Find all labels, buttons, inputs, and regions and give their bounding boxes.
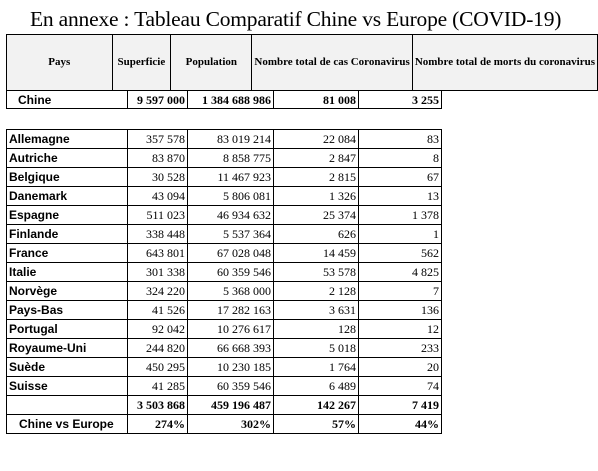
cases-cell: 53 578 <box>274 263 359 282</box>
europe-table <box>6 129 442 434</box>
superficie-cell: 338 448 <box>128 225 188 244</box>
country-name: Royaume-Uni <box>7 339 128 358</box>
deaths-cell: 8 <box>359 149 442 168</box>
deaths-cell: 13 <box>359 187 442 206</box>
country-name: Danemark <box>7 187 128 206</box>
population-cell: 5 368 000 <box>188 282 274 301</box>
country-name: Allemagne <box>7 130 128 149</box>
superficie-cell: 41 285 <box>128 377 188 396</box>
population-cell: 5 806 081 <box>188 187 274 206</box>
deaths-cell: 44% <box>359 415 442 434</box>
cases-cell: 25 374 <box>274 206 359 225</box>
country-name <box>7 396 128 415</box>
superficie-cell: 324 220 <box>128 282 188 301</box>
superficie-cell: 244 820 <box>128 339 188 358</box>
column-header-cases: Nombre total de cas Coronavirus <box>252 35 412 91</box>
country-name: Norvège <box>7 282 128 301</box>
cases-cell: 2 815 <box>274 168 359 187</box>
population-cell: 11 467 923 <box>188 168 274 187</box>
cases-cell: 5 018 <box>274 339 359 358</box>
country-name: Espagne <box>7 206 128 225</box>
population-cell: 60 359 546 <box>188 377 274 396</box>
country-name: Belgique <box>7 168 128 187</box>
population-cell: 8 858 775 <box>188 149 274 168</box>
deaths-cell: 136 <box>359 301 442 320</box>
cases-cell: 22 084 <box>274 130 359 149</box>
deaths-cell: 7 <box>359 282 442 301</box>
country-name: Finlande <box>7 225 128 244</box>
deaths-cell: 233 <box>359 339 442 358</box>
table-row <box>7 149 442 168</box>
country-name: Chine <box>7 91 128 109</box>
population-cell: 10 230 185 <box>188 358 274 377</box>
table-row <box>7 225 442 244</box>
deaths-cell: 74 <box>359 377 442 396</box>
superficie-cell: 30 528 <box>128 168 188 187</box>
superficie-cell: 9 597 000 <box>128 91 188 109</box>
population-cell: 459 196 487 <box>188 396 274 415</box>
deaths-cell: 562 <box>359 244 442 263</box>
table-row <box>7 206 442 225</box>
deaths-cell: 7 419 <box>359 396 442 415</box>
population-cell: 1 384 688 986 <box>188 91 274 109</box>
superficie-cell: 41 526 <box>128 301 188 320</box>
column-header-population: Population <box>171 35 252 91</box>
cases-cell: 6 489 <box>274 377 359 396</box>
cases-cell: 57% <box>274 415 359 434</box>
comparison-row <box>7 415 442 434</box>
deaths-cell: 83 <box>359 130 442 149</box>
population-cell: 60 359 546 <box>188 263 274 282</box>
table-row <box>7 301 442 320</box>
superficie-cell: 83 870 <box>128 149 188 168</box>
header-row <box>7 35 598 91</box>
population-cell: 67 028 048 <box>188 244 274 263</box>
country-name: Portugal <box>7 320 128 339</box>
table-row <box>7 320 442 339</box>
cases-cell: 3 631 <box>274 301 359 320</box>
superficie-cell: 3 503 868 <box>128 396 188 415</box>
table-row <box>7 339 442 358</box>
deaths-cell: 12 <box>359 320 442 339</box>
table-row <box>7 377 442 396</box>
country-name: Suisse <box>7 377 128 396</box>
cases-cell: 81 008 <box>274 91 359 109</box>
deaths-cell: 3 255 <box>359 91 442 109</box>
superficie-cell: 301 338 <box>128 263 188 282</box>
superficie-cell: 92 042 <box>128 320 188 339</box>
deaths-cell: 4 825 <box>359 263 442 282</box>
cases-cell: 128 <box>274 320 359 339</box>
deaths-cell: 1 <box>359 225 442 244</box>
population-cell: 66 668 393 <box>188 339 274 358</box>
superficie-cell: 643 801 <box>128 244 188 263</box>
table-row <box>7 263 442 282</box>
population-cell: 302% <box>188 415 274 434</box>
superficie-cell: 450 295 <box>128 358 188 377</box>
europe-total-row <box>7 396 442 415</box>
china-row <box>7 91 442 109</box>
cases-cell: 1 326 <box>274 187 359 206</box>
table-row <box>7 282 442 301</box>
country-name: France <box>7 244 128 263</box>
cases-cell: 14 459 <box>274 244 359 263</box>
table-row <box>7 168 442 187</box>
column-header-deaths: Nombre total de morts du coronavirus <box>412 35 597 91</box>
document-title: En annexe : Tableau Comparatif Chine vs Europe (COVID-19) <box>30 7 562 31</box>
population-cell: 83 019 214 <box>188 130 274 149</box>
header-table <box>6 34 598 91</box>
table-row <box>7 358 442 377</box>
table-row <box>7 130 442 149</box>
cases-cell: 1 764 <box>274 358 359 377</box>
population-cell: 17 282 163 <box>188 301 274 320</box>
country-name: Italie <box>7 263 128 282</box>
column-header-superficie: Superficie <box>112 35 171 91</box>
country-name: Suède <box>7 358 128 377</box>
deaths-cell: 20 <box>359 358 442 377</box>
table-row <box>7 187 442 206</box>
superficie-cell: 43 094 <box>128 187 188 206</box>
cases-cell: 142 267 <box>274 396 359 415</box>
cases-cell: 2 847 <box>274 149 359 168</box>
table-row <box>7 244 442 263</box>
deaths-cell: 1 378 <box>359 206 442 225</box>
cases-cell: 2 128 <box>274 282 359 301</box>
population-cell: 46 934 632 <box>188 206 274 225</box>
column-header-pays: Pays <box>7 35 113 91</box>
cases-cell: 626 <box>274 225 359 244</box>
superficie-cell: 357 578 <box>128 130 188 149</box>
country-name: Autriche <box>7 149 128 168</box>
country-name: Chine vs Europe <box>7 415 128 434</box>
deaths-cell: 67 <box>359 168 442 187</box>
superficie-cell: 274% <box>128 415 188 434</box>
country-name: Pays-Bas <box>7 301 128 320</box>
china-table <box>6 90 442 109</box>
population-cell: 5 537 364 <box>188 225 274 244</box>
population-cell: 10 276 617 <box>188 320 274 339</box>
superficie-cell: 511 023 <box>128 206 188 225</box>
